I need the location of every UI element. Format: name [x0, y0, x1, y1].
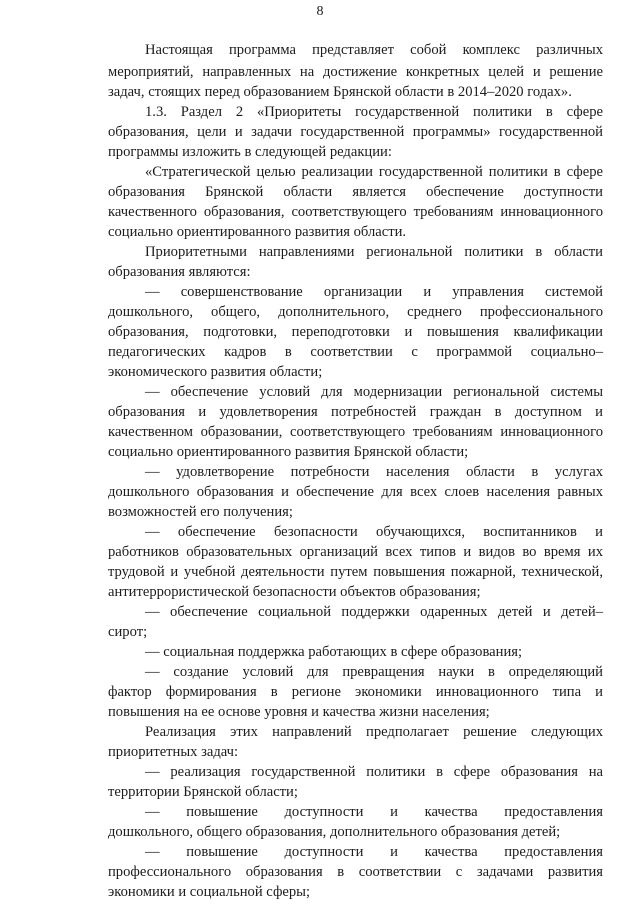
- text-line: фактор формирования в регионе экономики инновационного типа и: [108, 684, 603, 700]
- page-number: 8: [316, 4, 324, 19]
- text-line: качественного образования, соответствующего требованиям инновационного: [108, 204, 603, 220]
- text-line: мероприятий, направленных на достижение конкретных целей и решение: [108, 64, 603, 80]
- text-line: социально ориентированного развития области.: [108, 224, 407, 240]
- text-line: — повышение доступности и качества предоставления: [145, 844, 603, 860]
- text-line: качественном образовании, соответствующего требованиям инновационного: [108, 424, 603, 440]
- text-line: приоритетных задач:: [108, 744, 239, 760]
- text-line: — реализация государственной политики в сфере образования на: [145, 764, 603, 780]
- text-line: Приоритетными направлениями региональной политики в области: [145, 244, 603, 260]
- text-line: возможностей его получения;: [108, 504, 293, 520]
- text-line: территории Брянской области;: [108, 784, 298, 800]
- text-line: образования и удовлетворения потребностей граждан в доступном и: [108, 404, 603, 420]
- text-line: Настоящая программа представляет собой комплекс различных: [145, 42, 603, 58]
- text-line: «Стратегической целью реализации государственной политики в сфере: [145, 164, 603, 180]
- text-line: экономического развития области;: [108, 364, 323, 380]
- text-line: социально ориентированного развития Брянской области;: [108, 444, 469, 460]
- text-line: дошкольного, общего, дополнительного, среднего профессионального: [108, 304, 603, 320]
- text-line: — повышение доступности и качества предоставления: [145, 804, 603, 820]
- text-line: образования Брянской области является обеспечение доступности: [108, 184, 603, 200]
- text-line: образования, подготовки, переподготовки и повышения квалификации: [108, 324, 603, 340]
- text-line: — совершенствование организации и управления системой: [145, 284, 603, 300]
- text-line: — обеспечение социальной поддержки одаренных детей и детей–: [145, 604, 603, 620]
- text-line: антитеррористической безопасности объектов образования;: [108, 584, 481, 600]
- text-line: Реализация этих направлений предполагает решение следующих: [145, 724, 603, 740]
- text-line: программы изложить в следующей редакции:: [108, 144, 392, 160]
- text-line: — обеспечение условий для модернизации региональной системы: [145, 384, 603, 400]
- text-line: дошкольного, общего образования, дополнительного образования детей;: [108, 824, 561, 840]
- text-line: образования, цели и задачи государственной программы» государственной: [108, 124, 603, 140]
- text-line: — удовлетворение потребности населения области в услугах: [145, 464, 603, 480]
- text-line: 1.3. Раздел 2 «Приоритеты государственной политики в сфере: [145, 104, 603, 120]
- text-line: повышения на ее основе уровня и качества жизни населения;: [108, 704, 490, 720]
- text-line: — создание условий для превращения науки в определяющий: [145, 664, 603, 680]
- text-line: педагогических кадров в соответствии с программой социально–: [108, 344, 603, 360]
- text-line: дошкольного образования и обеспечение для всех слоев населения равных: [108, 484, 603, 500]
- text-line: задач, стоящих перед образованием Брянской области в 2014–2020 годах».: [108, 84, 572, 100]
- text-line: экономики и социальной сферы;: [108, 884, 311, 900]
- text-line: профессионального образования в соответствии с задачами развития: [108, 864, 603, 880]
- text-line: работников образовательных организаций всех типов и видов во время их: [108, 544, 603, 560]
- text-line: — обеспечение безопасности обучающихся, воспитанников и: [145, 524, 603, 540]
- text-line: трудовой и учебной деятельности путем повышения пожарной, технической,: [108, 564, 603, 580]
- text-line: образования являются:: [108, 264, 251, 280]
- text-line: сирот;: [108, 624, 148, 640]
- text-line: — социальная поддержка работающих в сфере образования;: [145, 644, 523, 660]
